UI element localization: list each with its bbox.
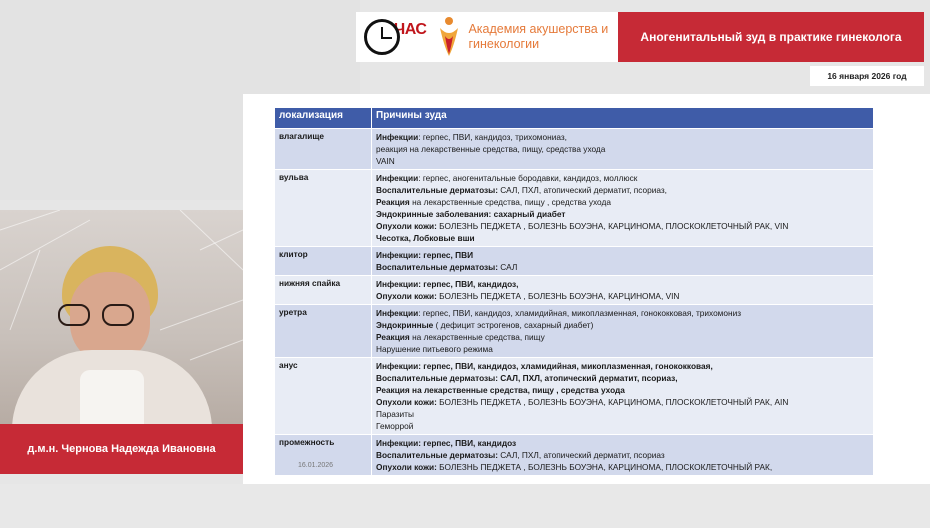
table-row xyxy=(275,305,874,358)
localization-cell: вульва xyxy=(275,170,372,247)
cause-category: Реакция xyxy=(376,197,410,207)
cause-category: Инфекции xyxy=(376,308,419,318)
cause-line xyxy=(376,449,869,461)
cause-category: Опухоли кожи: xyxy=(376,397,437,407)
cause-details: реакция на лекарственные средства, пищу, средства ухода xyxy=(376,144,606,154)
cause-line xyxy=(376,232,869,244)
causes-cell xyxy=(372,170,874,247)
cause-line xyxy=(376,172,869,184)
cause-category: Опухоли кожи: xyxy=(376,221,437,231)
logo-chas: ЧАС xyxy=(394,21,427,38)
speaker-video xyxy=(0,210,243,424)
cause-category: Реакция xyxy=(376,332,410,342)
clock-icon xyxy=(364,19,400,55)
cause-details: на лекарственные средства, пищу , средства ухода xyxy=(409,197,611,207)
cause-category: Инфекции xyxy=(376,173,419,183)
localization-cell: клитор xyxy=(275,247,372,276)
cause-line xyxy=(376,384,869,396)
causes-cell xyxy=(372,358,874,435)
cause-category: Чесотка, Лобковые вши xyxy=(376,233,475,243)
column-header-causes: Причины зуда xyxy=(372,108,874,129)
cause-details: САЛ, ПХЛ, атопический дерматит, псориаз xyxy=(498,450,665,460)
cause-category: Инфекции: герпес, ПВИ, кандидоз, xyxy=(376,279,519,289)
cause-category: Инфекции: герпес, ПВИ, кандидоз xyxy=(376,438,517,448)
localization-cell: анус xyxy=(275,358,372,435)
cause-line xyxy=(376,437,869,449)
causes-cell xyxy=(372,435,874,476)
cause-category: Опухоли кожи: xyxy=(376,291,437,301)
cause-category: Эндокринные xyxy=(376,320,434,330)
cause-details: БОЛЕЗНЬ ПЕДЖЕТА , БОЛЕЗНЬ БОУЭНА, КАРЦИНОМА, ПЛОСКОКЛЕТОЧНЫЙ РАК, xyxy=(436,462,773,472)
cause-details: VAIN xyxy=(376,156,395,166)
table-row xyxy=(275,170,874,247)
cause-details: : герпес, аногенитальные бородавки, кандидоз, моллюск xyxy=(418,173,638,183)
academy-title xyxy=(468,22,608,52)
cause-line xyxy=(376,278,869,290)
cause-line xyxy=(376,331,869,343)
speaker-top xyxy=(80,370,144,424)
table-body xyxy=(275,129,874,476)
cause-details: : герпес, ПВИ, кандидоз, трихомониаз, xyxy=(418,132,567,142)
cause-line xyxy=(376,220,869,232)
table-row xyxy=(275,276,874,305)
cause-details: БОЛЕЗНЬ ПЕДЖЕТА , БОЛЕЗНЬ БОУЭНА, КАРЦИНОМА, VIN xyxy=(436,291,680,301)
table-row xyxy=(275,129,874,170)
causes-cell xyxy=(372,276,874,305)
header-title: Аногенитальный зуд в практике гинеколога xyxy=(618,12,924,62)
cause-details: на лекарственные средства, пищу xyxy=(409,332,545,342)
column-header-localization: локализация xyxy=(275,108,372,129)
cause-line xyxy=(376,420,869,432)
cause-details: : герпес, ПВИ, кандидоз, хламидийная, микоплазменная, гонококковая, трихомониз xyxy=(418,308,742,318)
slide-footer-date: 16.01.2026 xyxy=(298,462,334,469)
localization-cell: нижняя спайка xyxy=(275,276,372,305)
cause-line xyxy=(376,307,869,319)
causes-cell xyxy=(372,129,874,170)
cause-line xyxy=(376,396,869,408)
cause-category: Инфекции xyxy=(376,132,419,142)
cause-line xyxy=(376,261,869,273)
cause-line xyxy=(376,290,869,302)
cause-category: Эндокринные заболевания: сахарный диабет xyxy=(376,209,566,219)
cause-category: Инфекции: герпес, ПВИ, кандидоз, хламидийная, микоплазменная, гонококковая, xyxy=(376,361,713,371)
cause-category: Воспалительные дерматозы: САЛ, ПХЛ, атопический дерматит, псориаз, xyxy=(376,373,678,383)
academy-logo-icon xyxy=(438,16,460,58)
academy-line2: гинекологии xyxy=(468,37,540,51)
cause-category: Инфекции: герпес, ПВИ xyxy=(376,250,474,260)
cause-line xyxy=(376,196,869,208)
cause-category: Воспалительные дерматозы: xyxy=(376,262,498,272)
cause-details: Геморрой xyxy=(376,421,414,431)
cause-category: Воспалительные дерматозы: xyxy=(376,185,498,195)
causes-table xyxy=(274,107,874,476)
cause-details: Нарушение питьевого режима xyxy=(376,344,493,354)
cause-details: БОЛЕЗНЬ ПЕДЖЕТА , БОЛЕЗНЬ БОУЭНА, КАРЦИНОМА, ПЛОСКОКЛЕТОЧНЫЙ РАК, VIN xyxy=(436,221,789,231)
cause-details: БОЛЕЗНЬ ПЕДЖЕТА , БОЛЕЗНЬ БОУЭНА, КАРЦИНОМА, ПЛОСКОКЛЕТОЧНЫЙ РАК, AIN xyxy=(436,397,789,407)
background-shape xyxy=(0,484,930,528)
table-row xyxy=(275,247,874,276)
cause-line xyxy=(376,155,869,167)
academy-line1: Академия акушерства и xyxy=(468,22,609,36)
cause-category: Реакция на лекарственные средства, пищу , средства ухода xyxy=(376,385,625,395)
cause-line xyxy=(376,360,869,372)
table-header-row xyxy=(275,108,874,129)
header-date: 16 января 2026 год xyxy=(810,66,924,86)
cause-details: САЛ xyxy=(498,262,518,272)
cause-category: Воспалительные дерматозы: xyxy=(376,450,498,460)
cause-details: САЛ, ПХЛ, атопический дерматит, псориаз, xyxy=(498,185,667,195)
cause-line xyxy=(376,372,869,384)
causes-cell xyxy=(372,305,874,358)
localization-cell: уретра xyxy=(275,305,372,358)
header-logo-box xyxy=(356,12,618,62)
localization-cell: промежность xyxy=(275,435,372,476)
cause-category: Опухоли кожи: xyxy=(376,462,437,472)
cause-line xyxy=(376,143,869,155)
cause-line xyxy=(376,131,869,143)
cause-line xyxy=(376,184,869,196)
cause-details: ( дефицит эстрогенов, сахарный диабет) xyxy=(433,320,594,330)
table-row xyxy=(275,358,874,435)
speaker-name: д.м.н. Чернова Надежда Ивановна xyxy=(0,424,243,474)
cause-line xyxy=(376,461,869,473)
cause-line xyxy=(376,249,869,261)
cause-details: Паразиты xyxy=(376,409,414,419)
cause-line xyxy=(376,208,869,220)
localization-cell: влагалище xyxy=(275,129,372,170)
table-row xyxy=(275,435,874,476)
cause-line xyxy=(376,408,869,420)
glasses-icon xyxy=(58,304,140,328)
causes-cell xyxy=(372,247,874,276)
cause-line xyxy=(376,319,869,331)
cause-line xyxy=(376,343,869,355)
